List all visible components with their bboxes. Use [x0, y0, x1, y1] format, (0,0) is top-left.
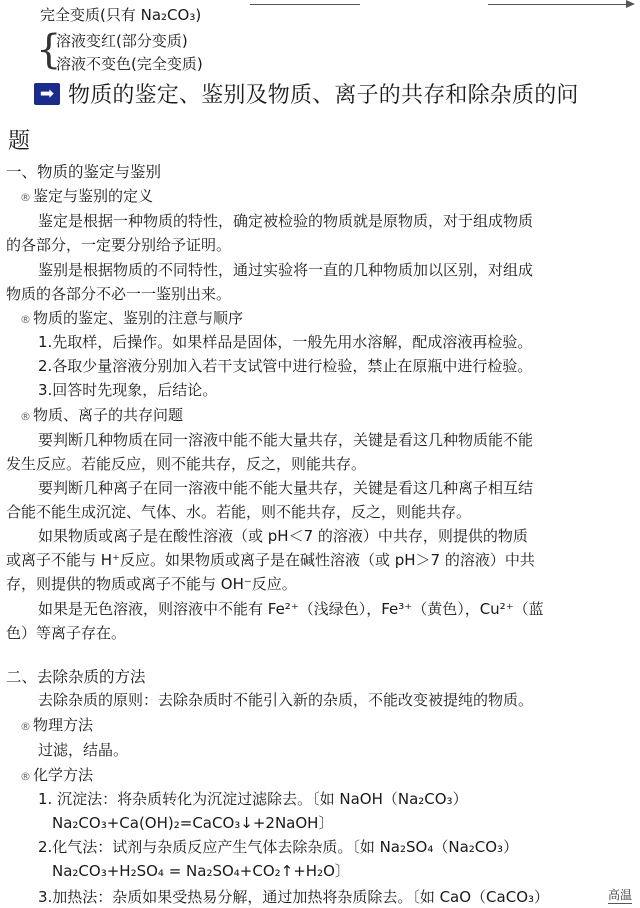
para5-line2: 或离子不能与 H⁺反应。如果物质或离子是在碱性溶液（或 pH＞7 的溶液）中共 [6, 551, 535, 569]
section2-title: 二、去除杂质的方法 [6, 668, 146, 686]
subheading-order [20, 307, 243, 328]
arrow-head-icon [626, 0, 635, 8]
corner-label: 高温 [607, 888, 632, 902]
left-brace-icon: { [36, 27, 62, 73]
registered-mark-icon: ® [20, 720, 31, 733]
order-item-2: 2.各取少量溶液分别加入若干支试管中进行检验，禁止在原瓶中进行检验。 [38, 357, 533, 375]
para2-line2: 物质的各部分不必一一鉴别出来。 [6, 285, 232, 303]
top-rule-right [488, 4, 628, 5]
principle-line: 去除杂质的原则：去除杂质时不能引入新的杂质，不能改变被提纯的物质。 [38, 691, 534, 709]
heading-text: 物质的鉴定、鉴别及物质、离子的共存和除杂质的问 [68, 83, 579, 108]
para5-line3: 存，则提供的物质或离子不能与 OH⁻反应。 [6, 575, 297, 593]
line-nochange: 溶液不变色(完全变质) [56, 55, 203, 73]
registered-mark-icon: ® [20, 410, 31, 423]
subheading-physical [20, 714, 93, 735]
subheading-text: 鉴定与鉴别的定义 [33, 187, 154, 205]
subheading-text: 物理方法 [33, 716, 94, 734]
subheading-text: 物质、离子的共存问题 [33, 406, 184, 424]
order-item-1: 1.先取样，后操作。如果样品是固体，一般先用水溶解，配成溶液再检验。 [38, 333, 533, 351]
para1-line2: 的各部分，一定要分别给予证明。 [6, 236, 232, 254]
para1-line1: 鉴定是根据一种物质的特性，确定被检验的物质就是原物质，对于组成物质 [38, 212, 534, 230]
right-arrow-icon: ➡ [34, 83, 60, 105]
subheading-coexist [20, 404, 183, 425]
method3-line1: 3.加热法：杂质如果受热易分解，通过加热将杂质除去。〔如 CaO（CaCO₃） [38, 888, 550, 906]
method1-line1: 1. 沉淀法：将杂质转化为沉淀过滤除去。〔如 NaOH（Na₂CO₃） [38, 790, 468, 808]
subheading-definition [20, 185, 153, 206]
para4-line2: 合能不能生成沉淀、气体、水。若能，则不能共存，反之，则能共存。 [6, 503, 472, 521]
physical-body: 过滤，结晶。 [38, 741, 129, 759]
method1-line2: Na₂CO₃+Ca(OH)₂=CaCO₃↓+2NaOH〕 [52, 814, 334, 832]
section-heading [34, 78, 579, 109]
para2-line1: 鉴别是根据物质的不同特性，通过实验将一直的几种物质加以区别，对组成 [38, 261, 534, 279]
para5-line1: 如果物质或离子是在酸性溶液（或 pH＜7 的溶液）中共存，则提供的物质 [38, 527, 528, 545]
order-item-3: 3.回答时先现象，后结论。 [38, 381, 218, 399]
para3-line2: 发生反应。若能反应，则不能共存，反之，则能共存。 [6, 455, 367, 473]
para6-line2: 色）等离子存在。 [6, 624, 127, 642]
para3-line1: 要判断几种物质在同一溶液中能不能大量共存，关键是看这几种物质能不能 [38, 431, 534, 449]
line-red: 溶液变红(部分变质) [56, 32, 188, 50]
section1-title: 一、物质的鉴定与鉴别 [6, 163, 162, 181]
subheading-text: 物质的鉴定、鉴别的注意与顺序 [33, 309, 244, 327]
line-complete: 完全变质(只有 Na₂CO₃) [40, 6, 202, 24]
registered-mark-icon: ® [20, 770, 31, 783]
registered-mark-icon: ® [20, 191, 31, 204]
registered-mark-icon: ® [20, 313, 31, 326]
heading-continuation: 题 [8, 129, 31, 154]
subheading-chemical [20, 764, 93, 785]
method2-line1: 2.化气法：试剂与杂质反应产生气体去除杂质。〔如 Na₂SO₄（Na₂CO₃） [38, 838, 519, 856]
top-rule-left [250, 4, 360, 5]
subheading-text: 化学方法 [33, 766, 94, 784]
para4-line1: 要判断几种离子在同一溶液中能不能大量共存，关键是看这几种离子相互结 [38, 479, 534, 497]
method2-line2: Na₂CO₃+H₂SO₄ = Na₂SO₄+CO₂↑+H₂O〕 [52, 862, 350, 880]
para6-line1: 如果是无色溶液，则溶液中不能有 Fe²⁺（浅绿色），Fe³⁺（黄色），Cu²⁺（蓝 [38, 600, 544, 618]
